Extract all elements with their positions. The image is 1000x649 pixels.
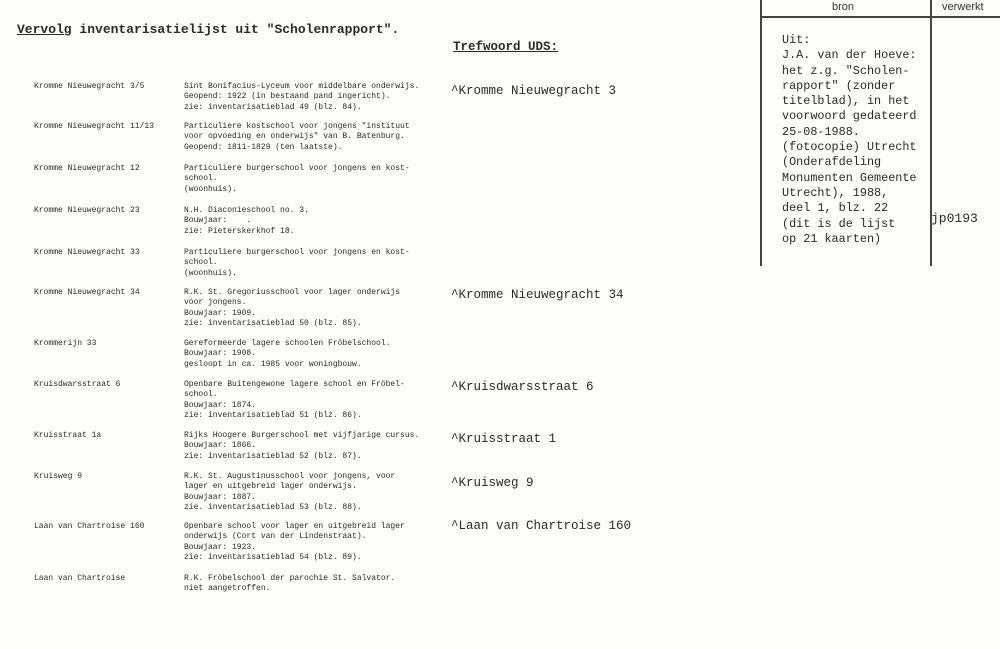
entry-address: Kruisstraat 1a xyxy=(34,431,102,440)
entry-description xyxy=(184,380,454,421)
entry-description xyxy=(184,122,454,153)
description-line: Bouwjaar: 1866. xyxy=(184,441,257,451)
entry-keyword: ^Kromme Nieuwegracht 3 xyxy=(451,84,617,98)
source-line: J.A. van der Hoeve: xyxy=(782,48,917,63)
source-line: Uit: xyxy=(782,33,811,47)
entry-keyword: ^Kruisstraat 1 xyxy=(451,432,557,446)
title-rest: inventarisatielijst uit "Scholenrapport". xyxy=(71,22,400,37)
entry-address: Kruisweg 9 xyxy=(34,472,83,481)
description-line: Particuliere burgerschool voor jongens en kost- xyxy=(184,248,410,257)
description-line: Bouwjaar: 1908. xyxy=(184,349,257,359)
description-line: R.K. St. Augustinusschool voor jongens, voor xyxy=(184,472,396,481)
description-line: Geopend: 1922 (in bestaand pand ingericht). xyxy=(184,92,391,102)
description-line: Gereformeerde lagere schoolen Fröbelschool. xyxy=(184,339,391,348)
processed-code: jp0193 xyxy=(931,211,978,226)
entry-address: Kruisdwarsstraat 6 xyxy=(34,380,121,389)
description-line: school. xyxy=(184,258,218,268)
description-line: Bouwjaar: . xyxy=(184,216,252,226)
description-line: R.K. St. Gregoriusschool voor lager onderwijs xyxy=(184,288,401,297)
entry-address: Kromme Nieuwegracht 33 xyxy=(34,248,140,257)
description-line: gesloopt in ca. 1985 voor woningbouw. xyxy=(184,359,362,369)
source-line: (fotocopie) Utrecht xyxy=(782,140,917,155)
entry-address: Kromme Nieuwegracht 34 xyxy=(34,288,140,297)
source-citation xyxy=(782,33,917,247)
table-divider xyxy=(930,0,932,266)
header-verwerkt: verwerkt xyxy=(942,1,984,13)
source-line: Utrecht), 1988, xyxy=(782,185,889,200)
description-line: zie: Pieterskerkhof 18. xyxy=(184,226,295,236)
description-line: onderwijs (Cort van der Lindenstraat). xyxy=(184,532,367,542)
table-divider xyxy=(760,0,762,266)
description-line: Sint Bonifacius-Lyceum voor middelbare onderwijs. xyxy=(184,82,420,91)
entry-address: Laan van Chartroise xyxy=(34,574,126,583)
entry-description xyxy=(184,82,454,113)
entry-description xyxy=(184,288,454,329)
description-line: Openbare Buitengewone lagere school en Fröbel- xyxy=(184,380,405,389)
source-line: 25-08-1988. xyxy=(782,124,860,139)
entry-keyword: ^Laan van Chartroise 160 xyxy=(451,519,632,533)
description-line: Particuliere kostschool voor jongens "instituut xyxy=(184,122,410,131)
description-line: school. xyxy=(184,174,218,184)
description-line: zie: inventarisatieblad 52 (blz. 87). xyxy=(184,451,362,461)
description-line: voor jongens. xyxy=(184,298,247,308)
page-title xyxy=(17,22,399,37)
entry-description xyxy=(184,431,454,462)
entry-description xyxy=(184,248,454,279)
table-header-divider xyxy=(760,16,1000,18)
entry-description xyxy=(184,164,454,195)
source-line: deel 1, blz. 22 xyxy=(782,201,889,216)
entry-keyword: ^Kruisdwarsstraat 6 xyxy=(451,380,594,394)
description-line: Bouwjaar: 1923. xyxy=(184,542,257,552)
source-line: het z.g. "Scholen- xyxy=(782,63,910,78)
entry-description xyxy=(184,522,454,563)
entry-description xyxy=(184,574,454,595)
entry-keyword: ^Kromme Nieuwegracht 34 xyxy=(451,288,624,302)
description-line: (woonhuis). xyxy=(184,268,237,278)
entry-description xyxy=(184,206,454,237)
description-line: lager en uitgebreid lager onderwijs. xyxy=(184,482,357,492)
entry-address: Kromme Nieuwegracht 23 xyxy=(34,206,140,215)
description-line: (woonhuis). xyxy=(184,184,237,194)
source-line: (Onderafdeling xyxy=(782,155,882,170)
description-line: Bouwjaar: 1887. xyxy=(184,492,257,502)
entry-description xyxy=(184,472,454,513)
description-line: Rijks Hoogere Burgerschool met vijfjarige cursus. xyxy=(184,431,420,440)
description-line: Bouwjaar: 1874. xyxy=(184,400,257,410)
description-line: R.K. Fröbelschool der parochie St. Salvator. xyxy=(184,574,396,583)
description-line: zie: inventarisatieblad 51 (blz. 86). xyxy=(184,410,362,420)
entry-keyword: ^Kruisweg 9 xyxy=(451,476,534,490)
source-line: Monumenten Gemeente xyxy=(782,170,917,185)
entry-address: Kromme Nieuwegracht 11/13 xyxy=(34,122,155,131)
description-line: school. xyxy=(184,390,218,400)
entry-address: Kromme Nieuwegracht 12 xyxy=(34,164,140,173)
source-line: (dit is de lijst xyxy=(782,216,896,231)
description-line: zie: inventarisatieblad 49 (blz. 84). xyxy=(184,102,362,112)
description-line: Bouwjaar: 1909. xyxy=(184,308,257,318)
description-line: voor opvoeding en onderwijs" van B. Batenburg. xyxy=(184,132,405,142)
source-line: voorwoord gedateerd xyxy=(782,109,917,124)
entry-address: Kromme Nieuwegracht 3/5 xyxy=(34,82,145,91)
description-line: N.H. Diaconieschool no. 3. xyxy=(184,206,309,215)
description-line: Geopend: 1811-1829 (ten laatste). xyxy=(184,142,343,152)
title-underlined: Vervolg xyxy=(17,22,72,37)
description-line: Openbare school voor lager en uitgebreid lager xyxy=(184,522,405,531)
source-line: rapport" (zonder xyxy=(782,78,896,93)
description-line: niet aangetroffen. xyxy=(184,584,271,594)
entry-description xyxy=(184,339,454,370)
description-line: zie: inventarisatieblad 54 (blz. 89). xyxy=(184,552,362,562)
header-bron: bron xyxy=(832,1,855,13)
description-line: Particuliere burgerschool voor jongens en kost- xyxy=(184,164,410,173)
entry-address: Krommerijn 33 xyxy=(34,339,97,348)
description-line: zie. inventarisatieblad 53 (blz. 88). xyxy=(184,502,362,512)
entry-address: Laan van Chartroise 160 xyxy=(34,522,145,531)
description-line: zie: inventarisatieblad 50 (blz. 85). xyxy=(184,318,362,328)
source-line: op 21 kaarten) xyxy=(782,231,882,246)
keyword-header: Trefwoord UDS: xyxy=(453,40,559,54)
source-line: titelblad), in het xyxy=(782,94,910,109)
